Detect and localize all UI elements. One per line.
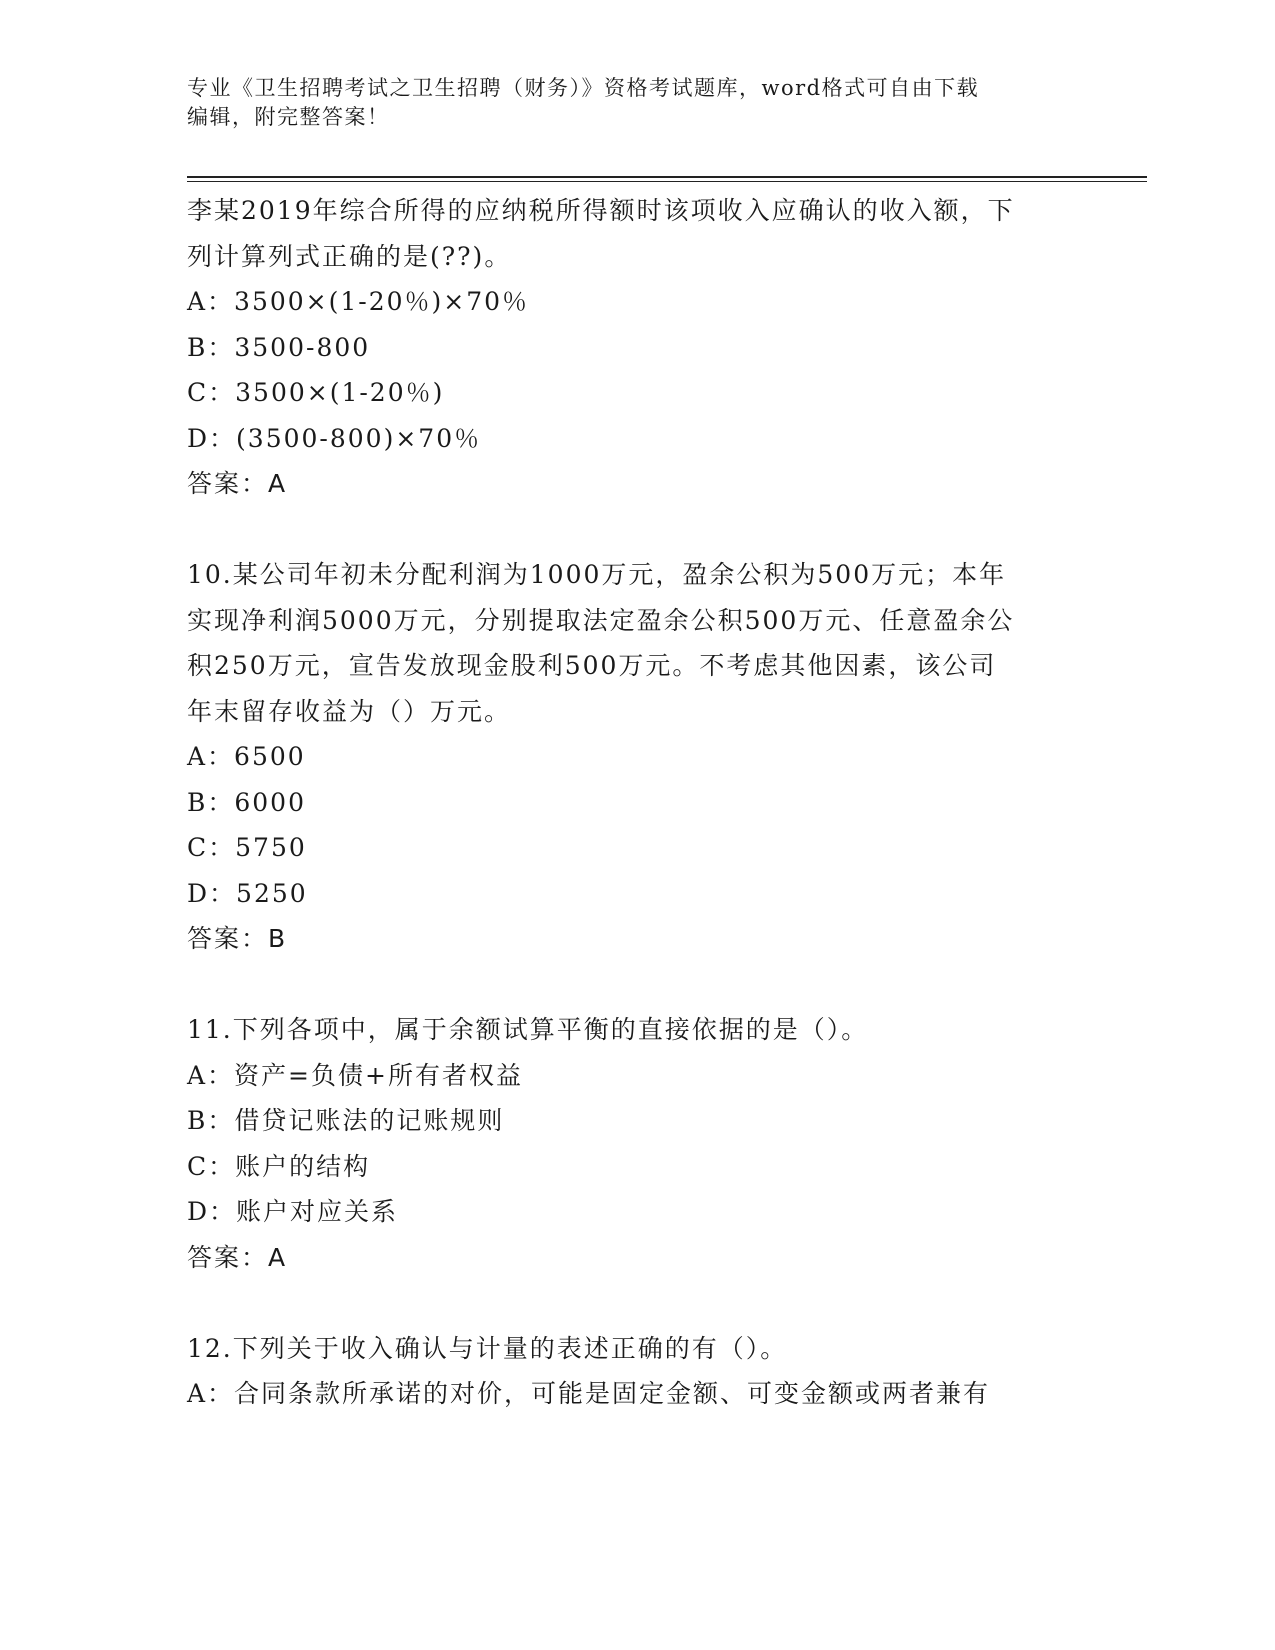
- question-stem: 11.下列各项中，属于余额试算平衡的直接依据的是（）。: [187, 1015, 869, 1044]
- question-11: [187, 1007, 1077, 1280]
- question-stem: 年末留存收益为（）万元。: [187, 696, 512, 726]
- document-header: [187, 74, 1087, 132]
- spacer: [187, 507, 1077, 553]
- question-stem: 李某2019年综合所得的应纳税所得额时该项收入应确认的收入额，下: [187, 196, 1015, 225]
- header-line-2: 编辑，附完整答案！: [187, 105, 390, 129]
- question-stem: 10.某公司年初未分配利润为1000万元，盈余公积为500万元；本年: [187, 560, 1007, 589]
- question-stem: 列计算列式正确的是(??)。: [187, 241, 512, 271]
- option-d: D：(3500-800)×70％: [187, 423, 482, 453]
- option-c: C：3500×(1-20％): [187, 378, 445, 407]
- option-c: C：账户的结构: [187, 1151, 371, 1181]
- option-d: D：账户对应关系: [187, 1197, 399, 1226]
- option-a: A：6500: [187, 742, 306, 771]
- option-a: A：资产=负债+所有者权益: [187, 1060, 523, 1090]
- answer-line: 答案：A: [187, 469, 288, 498]
- option-a: A：合同条款所承诺的对价，可能是固定金额、可变金额或两者兼有: [187, 1379, 991, 1408]
- question-list: [187, 188, 1077, 1417]
- spacer: [187, 962, 1077, 1008]
- question-stem: 积250万元，宣告发放现金股利500万元。不考虑其他因素，该公司: [187, 651, 997, 680]
- question-9: [187, 188, 1077, 507]
- option-a: A：3500×(1-20％)×70％: [187, 287, 530, 316]
- answer-line: 答案：A: [187, 1242, 288, 1272]
- option-b: B：借贷记账法的记账规则: [187, 1106, 505, 1135]
- question-stem: 12.下列关于收入确认与计量的表述正确的有（）。: [187, 1333, 788, 1363]
- answer-line: 答案：B: [187, 924, 288, 953]
- header-divider: [187, 176, 1147, 182]
- spacer: [187, 1280, 1077, 1326]
- option-d: D：5250: [187, 878, 308, 908]
- header-line-1: 专业《卫生招聘考试之卫生招聘（财务）》资格考试题库，word格式可自由下载: [187, 76, 980, 100]
- question-12: [187, 1326, 1077, 1417]
- option-b: B：6000: [187, 787, 306, 817]
- question-stem: 实现净利润5000万元，分别提取法定盈余公积500万元、任意盈余公: [187, 605, 1015, 635]
- option-b: B：3500-800: [187, 332, 371, 362]
- option-c: C：5750: [187, 833, 307, 862]
- question-10: [187, 552, 1077, 962]
